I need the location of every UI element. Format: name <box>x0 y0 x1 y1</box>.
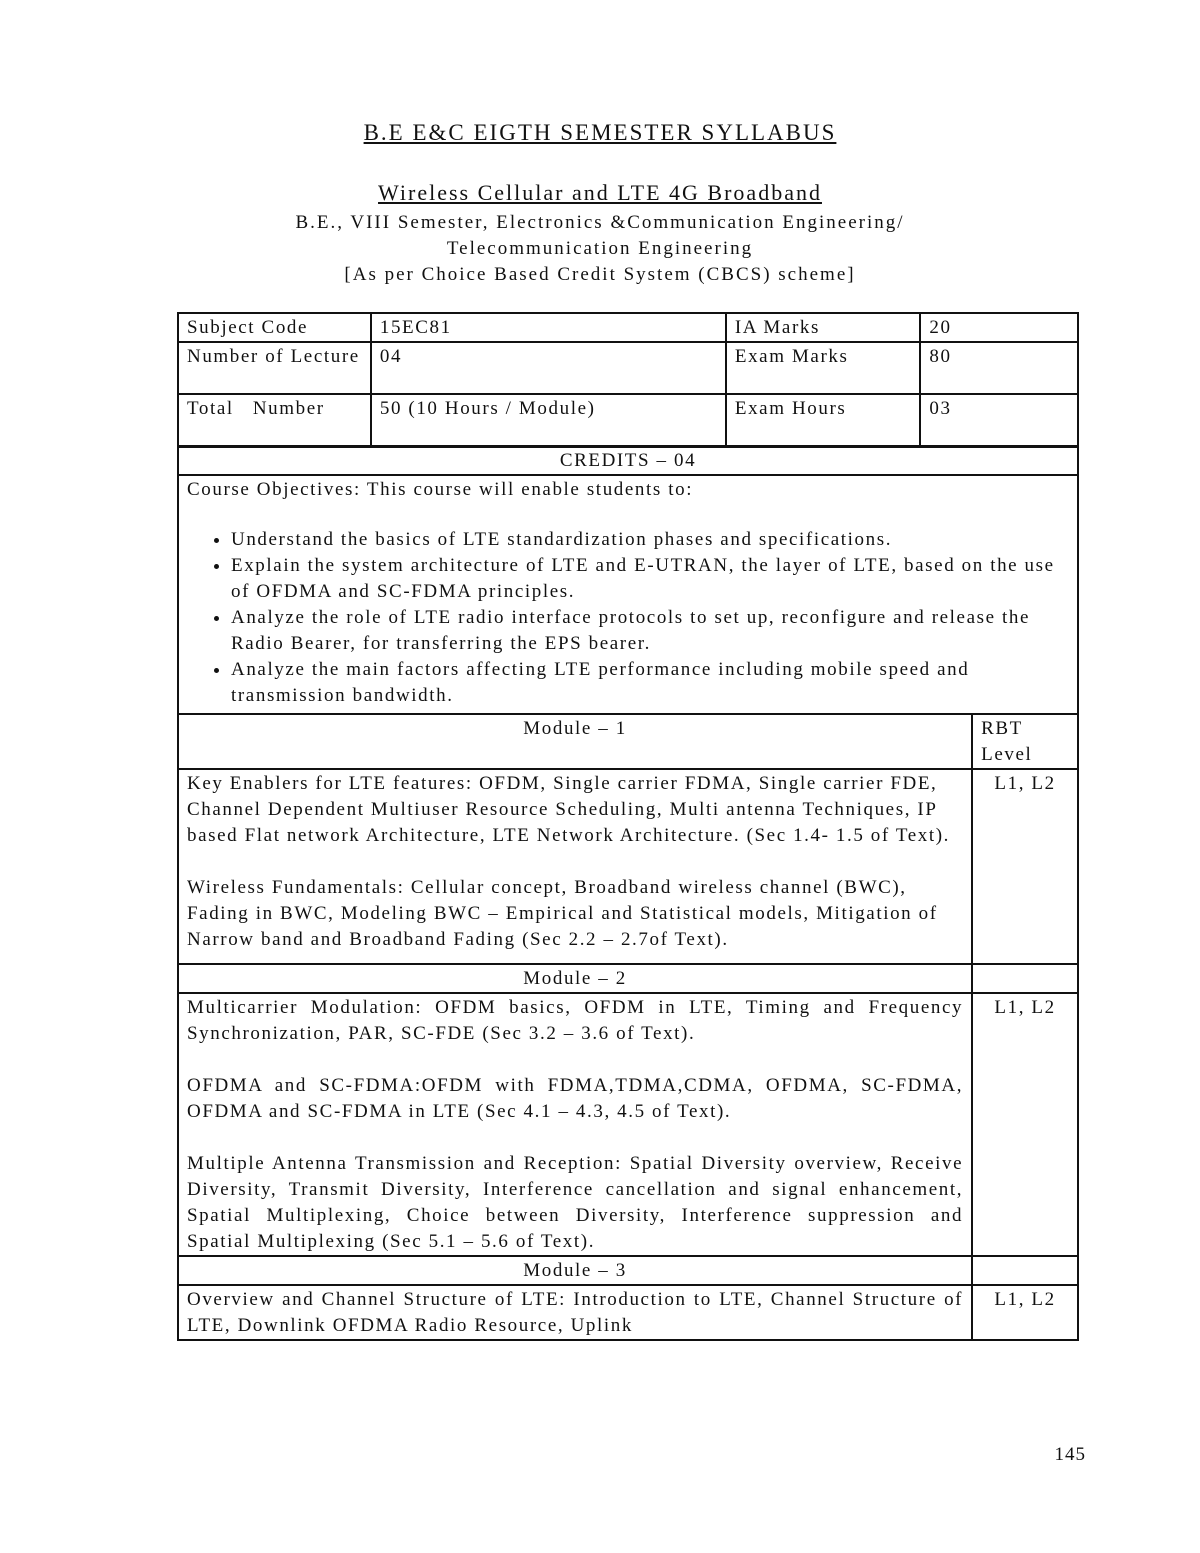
course-objectives <box>178 475 1078 714</box>
module-3-rbt-blank <box>972 1256 1078 1285</box>
exam-hours-value: 03 <box>920 394 1078 447</box>
module-1-paragraph: Wireless Fundamentals: Cellular concept, Broadband wireless channel (BWC), Fading in BWC, Modeling BWC – Empirical and Statistical models, Mitigation of Narrow band and Broadband Fading (Sec 2.2 – 2.7of Text). <box>187 877 938 950</box>
objective-item: • Understand the basics of LTE standardization phases and specifications. <box>231 527 1069 553</box>
module-3-rbt: L1, L2 <box>972 1285 1078 1340</box>
objectives-list <box>187 527 1069 709</box>
module-2-rbt-blank <box>972 964 1078 993</box>
objectives-intro: Course Objectives: This course will enable students to: <box>187 479 694 500</box>
objective-item: • Explain the system architecture of LTE and E-UTRAN, the layer of LTE, based on the use of OFDMA and SC-FDMA principles. <box>231 553 1069 605</box>
program-line-2: Telecommunication Engineering <box>446 238 754 259</box>
ia-marks-label: IA Marks <box>726 313 921 342</box>
subject-code-value: 15EC81 <box>371 313 726 342</box>
page-title: B.E E&C EIGTH SEMESTER SYLLABUS <box>363 120 837 145</box>
objective-item: • Analyze the role of LTE radio interface protocols to set up, reconfigure and release the Radio Bearer, for transferring the EPS bearer. <box>231 605 1069 657</box>
scheme-line: [As per Choice Based Credit System (CBCS) scheme] <box>344 264 856 285</box>
module-1-heading: Module – 1 <box>178 714 972 769</box>
total-hours-value: 50 (10 Hours / Module) <box>371 394 726 447</box>
module-1-content <box>178 769 972 964</box>
module-2-heading: Module – 2 <box>178 964 972 993</box>
module-3-heading: Module – 3 <box>178 1256 972 1285</box>
lectures-label: Number of Lecture <box>178 342 371 394</box>
program-line: B.E., VIII Semester, Electronics &Communication Engineering/ <box>295 212 905 233</box>
lectures-value: 04 <box>371 342 726 394</box>
credits-row: CREDITS – 04 <box>178 446 1078 475</box>
exam-hours-label: Exam Hours <box>726 394 921 447</box>
module-2-rbt: L1, L2 <box>972 993 1078 1256</box>
course-name: Wireless Cellular and LTE 4G Broadband <box>378 180 822 205</box>
page-number: 145 <box>1054 1444 1086 1465</box>
subject-code-label: Subject Code <box>178 313 371 342</box>
rbt-level-header: RBT Level <box>972 714 1078 769</box>
module-2-paragraph: Multiple Antenna Transmission and Reception: Spatial Diversity overview, Receive Diversity, Transmit Diversity, Interference cancellation and signal enhancement, Spatial Multiplexing, Choice between Diversity, Interference suppression and Spatial Multiplexing (Sec 5.1 – 5.6 of Text). <box>187 1153 964 1252</box>
exam-marks-value: 80 <box>920 342 1078 394</box>
exam-marks-label: Exam Marks <box>726 342 921 394</box>
objective-item: • Analyze the main factors affecting LTE performance including mobile speed and transmission bandwidth. <box>231 657 1069 709</box>
module-1-paragraph: Key Enablers for LTE features: OFDM, Single carrier FDMA, Single carrier FDE, Channel Dependent Multiuser Resource Scheduling, Multi antenna Techniques, IP based Flat network Architecture, LTE Network Architecture. (Sec 1.4- 1.5 of Text). <box>187 773 951 846</box>
module-1-rbt: L1, L2 <box>972 769 1078 964</box>
module-3-paragraph: Overview and Channel Structure of LTE: Introduction to LTE, Channel Structure of LTE, Downlink OFDMA Radio Resource, Uplink <box>187 1289 964 1336</box>
syllabus-table <box>177 445 1079 1341</box>
course-info-table <box>177 312 1079 448</box>
total-hours-label: Total Number <box>178 394 371 447</box>
module-2-paragraph: Multicarrier Modulation: OFDM basics, OFDM in LTE, Timing and Frequency Synchronization, PAR, SC-FDE (Sec 3.2 – 3.6 of Text). <box>187 997 964 1044</box>
module-2-content <box>178 993 972 1256</box>
module-3-content <box>178 1285 972 1340</box>
ia-marks-value: 20 <box>920 313 1078 342</box>
module-2-paragraph: OFDMA and SC-FDMA:OFDM with FDMA,TDMA,CDMA, OFDMA, SC-FDMA, OFDMA and SC-FDMA in LTE (Sec 4.1 – 4.3, 4.5 of Text). <box>187 1075 964 1122</box>
